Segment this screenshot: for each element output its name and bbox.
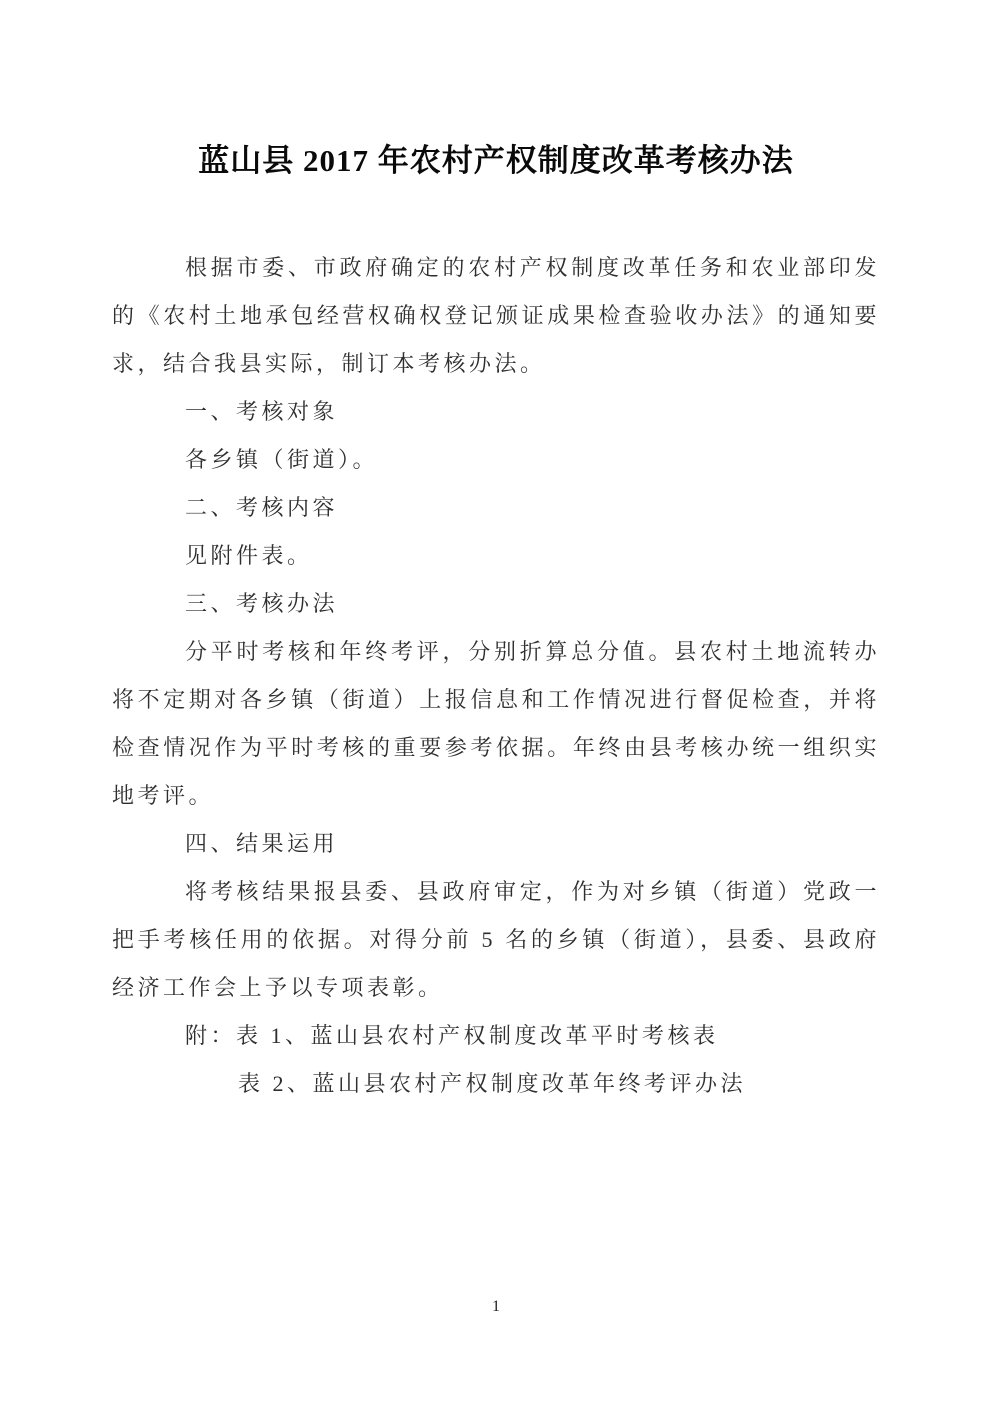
document-paragraph: 见附件表。 xyxy=(185,543,313,568)
document-content xyxy=(112,0,880,1108)
document-paragraph: 各乡镇（街道）。 xyxy=(185,447,379,472)
document-paragraph: 分平时考核和年终考评，分别折算总分值。县农村土地流转办将不定期对各乡镇（街道）上报信息和工作情况进行督促检查，并将检查情况作为平时考核的重要参考依据。年终由县考核办统一组织实地考评。 xyxy=(112,639,880,808)
document-body xyxy=(112,244,880,1108)
document-paragraph: 二、考核内容 xyxy=(185,495,339,520)
document-paragraph: 三、考核办法 xyxy=(185,591,339,616)
page-number: 1 xyxy=(492,1298,500,1315)
document-paragraph: 附：表 1、蓝山县农村产权制度改革平时考核表 xyxy=(185,1023,719,1048)
document-title: 蓝山县 2017 年农村产权制度改革考核办法 xyxy=(198,143,794,178)
document-paragraph: 表 2、蓝山县农村产权制度改革年终考评办法 xyxy=(238,1071,747,1096)
document-paragraph: 一、考核对象 xyxy=(185,399,339,424)
document-paragraph: 根据市委、市政府确定的农村产权制度改革任务和农业部印发的《农村土地承包经营权确权登记颁证成果检查验收办法》的通知要求，结合我县实际，制订本考核办法。 xyxy=(112,255,880,376)
document-paragraph: 将考核结果报县委、县政府审定，作为对乡镇（街道）党政一把手考核任用的依据。对得分前 5 名的乡镇（街道），县委、县政府经济工作会上予以专项表彰。 xyxy=(112,879,880,1000)
document-paragraph: 四、结果运用 xyxy=(185,831,339,856)
